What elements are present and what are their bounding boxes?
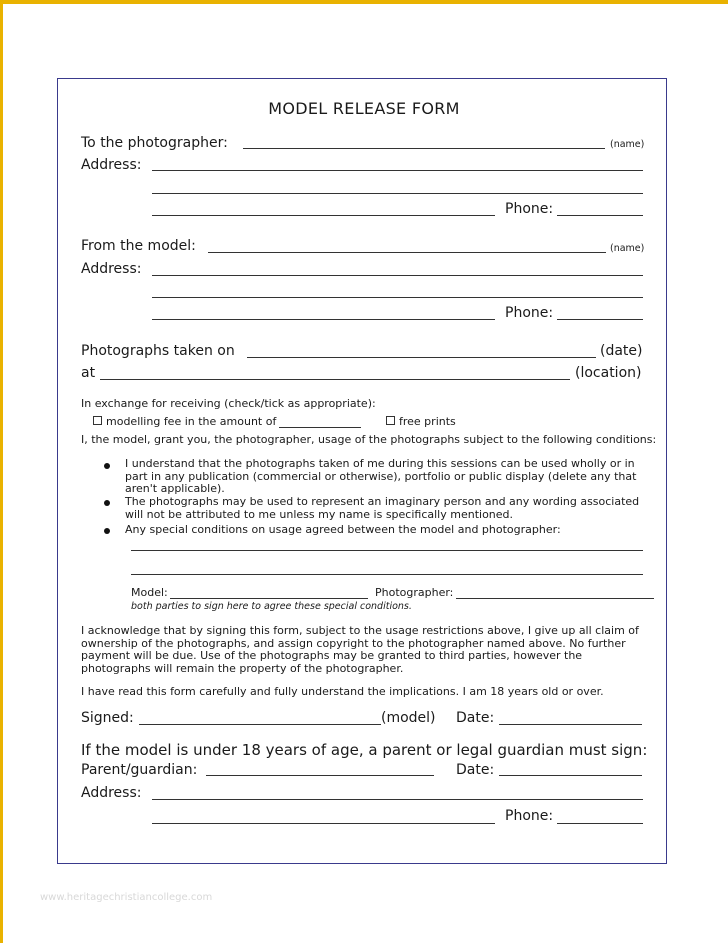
bullet-3 — [104, 528, 110, 534]
model-phone-label: Phone: — [505, 305, 554, 321]
under18-text: If the model is under 18 years of age, a parent or legal guardian must sign: — [81, 741, 648, 759]
photographer-sig-label: Photographer: — [375, 586, 454, 599]
exchange-text: In exchange for receiving (check/tick as appropriate): — [81, 397, 376, 410]
special-note: both parties to sign here to agree these special conditions. — [131, 601, 412, 612]
parent-signature-field[interactable] — [206, 775, 434, 776]
photographer-name-field[interactable] — [243, 148, 605, 149]
signed-date-label: Date: — [456, 710, 495, 726]
parent-label: Parent/guardian: — [81, 762, 198, 778]
model-name-field[interactable] — [208, 252, 606, 253]
parent-phone-label: Phone: — [505, 808, 554, 824]
special-conditions-line-2[interactable] — [131, 574, 643, 575]
condition-2: The photographs may be used to represent an imaginary person and any wording associated will not be attributed to me unless my name is specifically mentioned. — [125, 495, 640, 521]
model-sig-label: Model: — [131, 586, 168, 599]
to-photographer-label: To the photographer: — [81, 135, 228, 151]
free-prints-option[interactable] — [386, 415, 456, 428]
signed-label: Signed: — [81, 710, 134, 726]
bullet-2 — [104, 500, 110, 506]
free-prints-checkbox[interactable] — [386, 416, 395, 425]
photographs-taken-label: Photographs taken on — [81, 343, 235, 359]
model-address-line-1[interactable] — [152, 275, 643, 276]
from-model-label: From the model: — [81, 238, 196, 254]
parent-phone-field[interactable] — [557, 823, 643, 824]
form-title: MODEL RELEASE FORM — [268, 99, 460, 118]
parent-date-label: Date: — [456, 762, 495, 778]
model-address-line-2[interactable] — [152, 297, 643, 298]
parent-address-label: Address: — [81, 785, 142, 801]
modelling-fee-amount-field[interactable] — [279, 427, 361, 428]
model-hint: (model) — [381, 710, 436, 726]
location-hint: (location) — [575, 365, 642, 381]
acknowledge-text: I acknowledge that by signing this form, subject to the usage restrictions above, I give up all claim of ownership of the photographs, and assign copyright to the photographer named above. No further payment will be due. Use of the photographs may be granted to third parties, however the photographs will remain the property of the photographer. — [81, 624, 639, 675]
model-phone-field[interactable] — [557, 319, 643, 320]
at-label: at — [81, 365, 96, 381]
page-top-edge — [0, 0, 728, 4]
bullet-1 — [104, 463, 110, 469]
photographer-address-line-1[interactable] — [152, 170, 643, 171]
modelling-fee-label: modelling fee in the amount of — [106, 415, 277, 428]
model-address-label: Address: — [81, 261, 142, 277]
modelling-fee-option[interactable] — [93, 415, 276, 428]
parent-address-line-2[interactable] — [152, 823, 495, 824]
model-special-signature-field[interactable] — [170, 598, 368, 599]
photographer-address-line-3[interactable] — [152, 215, 495, 216]
session-date-field[interactable] — [247, 357, 596, 358]
model-signature-field[interactable] — [139, 724, 381, 725]
photographer-phone-field[interactable] — [557, 215, 643, 216]
photographer-address-line-2[interactable] — [152, 193, 643, 194]
session-location-field[interactable] — [100, 379, 570, 380]
model-name-hint: (name) — [610, 243, 645, 254]
model-address-line-3[interactable] — [152, 319, 495, 320]
free-prints-label: free prints — [399, 415, 456, 428]
parent-date-field[interactable] — [499, 775, 642, 776]
signed-date-field[interactable] — [499, 724, 642, 725]
photographer-address-label: Address: — [81, 157, 142, 173]
watermark: www.heritagechristiancollege.com — [40, 892, 213, 903]
read-text: I have read this form carefully and fully understand the implications. I am 18 years old or over. — [81, 685, 604, 698]
modelling-fee-checkbox[interactable] — [93, 416, 102, 425]
grant-text: I, the model, grant you, the photographer, usage of the photographs subject to the following conditions: — [81, 433, 657, 446]
photographer-name-hint: (name) — [610, 139, 645, 150]
special-conditions-line-1[interactable] — [131, 550, 643, 551]
date-hint: (date) — [600, 343, 643, 359]
condition-3: Any special conditions on usage agreed between the model and photographer: — [125, 523, 561, 536]
condition-1: I understand that the photographs taken of me during this sessions can be used wholly or in part in any publication (commercial or otherwise), portfolio or public display (delete any that aren't applicable). — [125, 457, 637, 495]
photographer-phone-label: Phone: — [505, 201, 554, 217]
photographer-special-signature-field[interactable] — [456, 598, 654, 599]
page-left-edge — [0, 0, 3, 943]
parent-address-line-1[interactable] — [152, 799, 643, 800]
